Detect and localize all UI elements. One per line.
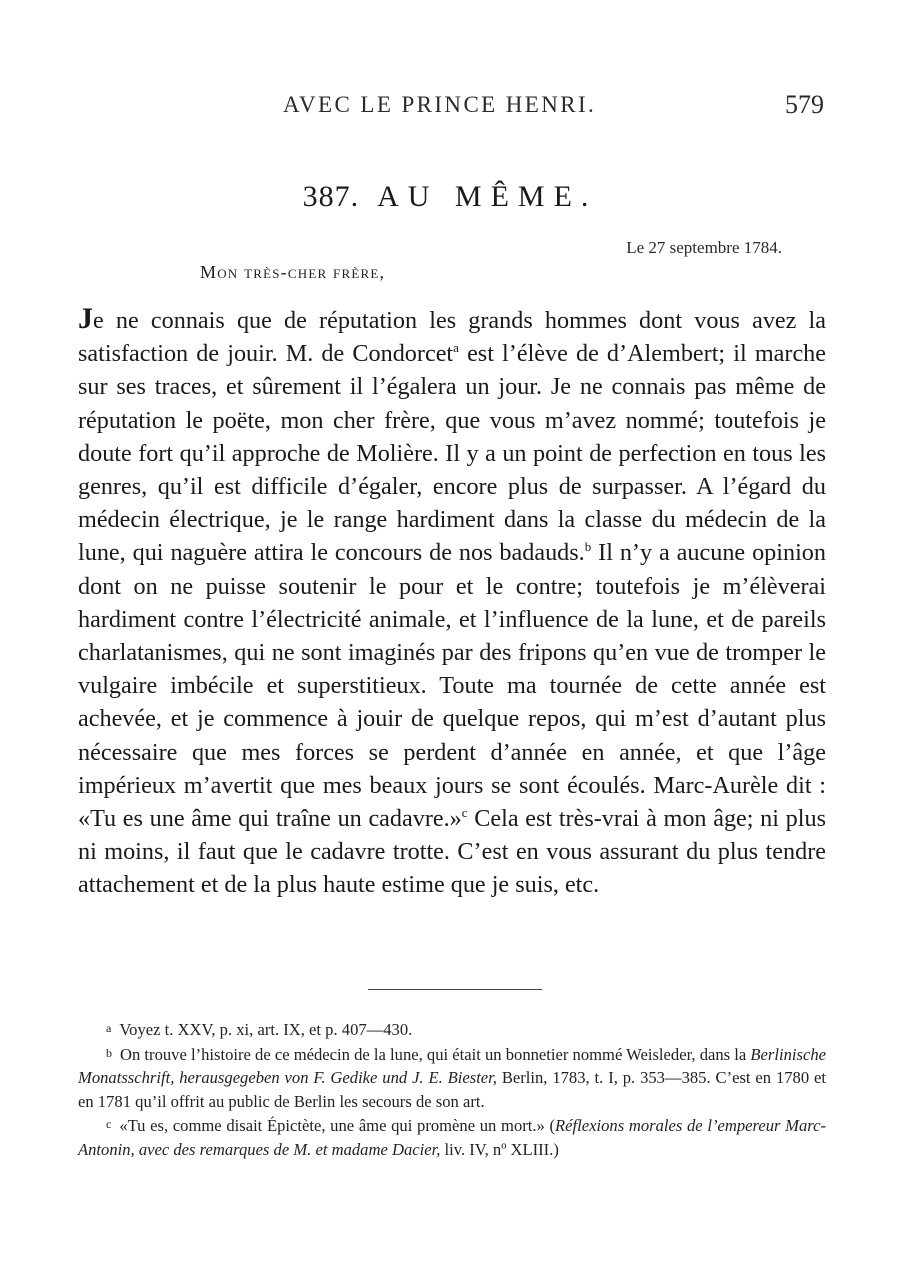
footnote-mark-b: b — [106, 1045, 112, 1060]
footnotes — [78, 1017, 826, 1161]
footnote-b-italic: Berlinische Monatsschrift, herausgegeben von F. Gedike und J. E. Biester, — [78, 1044, 826, 1087]
footnote-c-text-2: liv. IV, nº XLIII.) — [440, 1139, 559, 1159]
body-text-part-3: Il n’y a aucune opinion dont on ne puisse soutenir le pour et le contre; toutefois je m’élèverai hardiment contre l’électricité animale, et l’influence de la lune, et de pareils charlatanismes, qui ne sont imaginés par des fripons qu’en vue de tromper le vulgaire imbécile et superstitieux. Toute ma tournée de cette année est achevée, et je commence à jouir de quelque repos, qui m’est d’autant plus nécessaire que mes forces se perdent d’année en année, et que l’âge impérieux m’avertit que mes beaux jours se sont écoulés. Marc-Aurèle dit : «Tu es une âme qui traîne un cadavre.» — [78, 539, 826, 833]
footnote-a-text: Voyez t. XXV, p. xi, art. IX, et p. 407—430. — [119, 1020, 413, 1039]
letter-heading — [0, 180, 900, 214]
footnote-c — [78, 1113, 826, 1161]
footnote-divider — [368, 989, 542, 990]
drop-cap: J — [78, 302, 93, 335]
footnote-ref-b: b — [584, 539, 592, 555]
salutation: Mon très-cher frère, — [200, 262, 386, 282]
letter-title: AU MÊME. — [377, 180, 598, 213]
page-number: 579 — [785, 90, 824, 119]
footnote-ref-c: c — [461, 805, 468, 821]
footnote-b-text-2: Berlin, 1783, t. I, p. 353—385. C’est en 1780 et en 1781 qu’il offrit au public de Berlin les secours de son art. — [78, 1068, 826, 1111]
footnote-c-text-1: «Tu es, comme disait Épictète, une âme qui promène un mort.» ( — [119, 1116, 556, 1135]
footnote-mark-a: a — [106, 1021, 112, 1035]
body-text-part-4: Cela est très-vrai à mon âge; ni plus ni moins, il faut que le cadavre trotte. C’est en vous assurant du plus tendre attachement et de la plus haute estime que je suis, etc. — [78, 805, 827, 899]
footnote-b — [78, 1042, 826, 1114]
footnote-c-italic: Réflexions morales de l’empereur Marc-Antonin, avec des remarques de M. et madame Dacier, — [78, 1116, 826, 1159]
running-head: AVEC LE PRINCE HENRI. — [283, 92, 597, 117]
footnote-a — [78, 1017, 826, 1042]
letter-number: 387. — [302, 180, 360, 213]
footnote-mark-c: c — [106, 1117, 112, 1131]
letter-body — [78, 302, 826, 902]
letter-date: Le 27 septembre 1784. — [626, 238, 782, 257]
body-text-part-1: e ne connais que de réputation les grands hommes dont vous avez la satisfaction de jouir. M. de Condorcet — [78, 307, 826, 368]
footnote-ref-a: a — [453, 340, 459, 356]
body-text-part-2: est l’élève de d’Alembert; il marche sur ses traces, et sûrement il l’égalera un jour. Je ne connais pas même de réputation le poëte, mon cher frère, que vous m’avez nommé; toutefois je doute fort qu’il approche de Molière. Il y a un point de perfection en tous les genres, qu’il est difficile d’égaler, encore plus de surpasser. A l’égard du médecin électrique, je le range hardiment dans la classe du médecin de la lune, qui naguère attira le concours de nos badauds. — [78, 340, 827, 567]
footnote-b-text-1: On trouve l’histoire de ce médecin de la lune, qui était un bonnetier nommé Weisleder, dans la — [120, 1044, 751, 1064]
